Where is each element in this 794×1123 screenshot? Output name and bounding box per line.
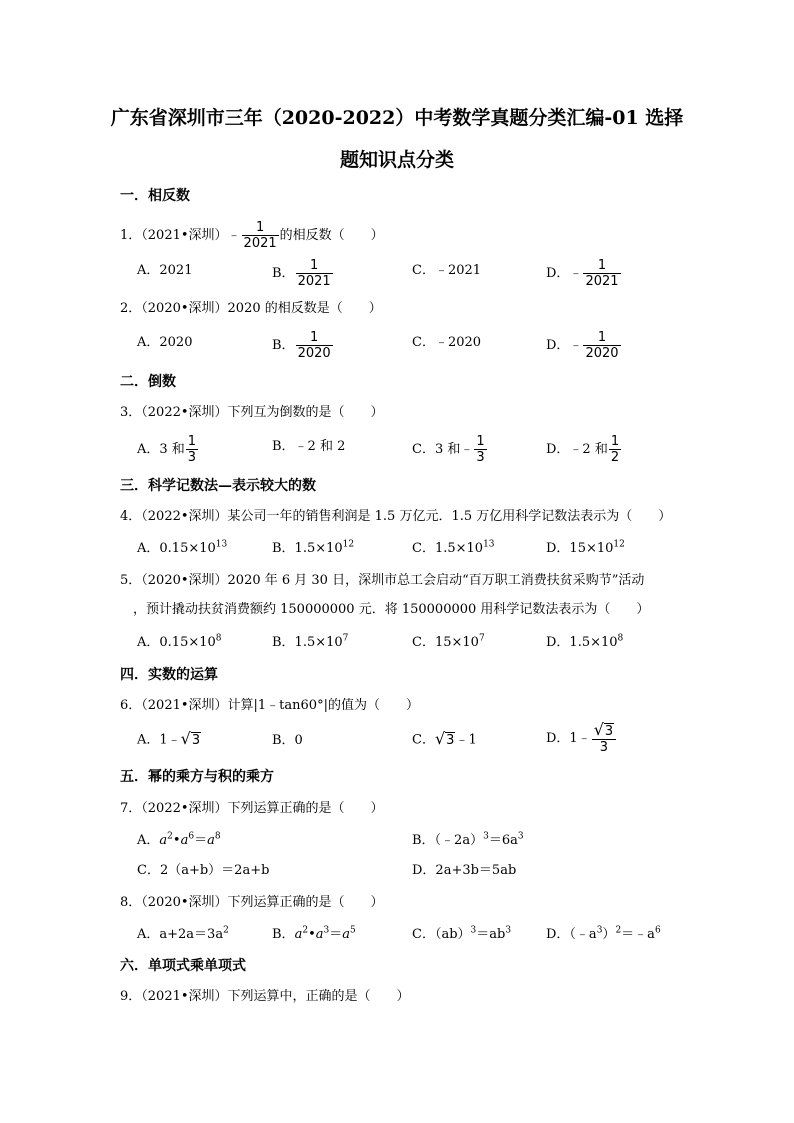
q4-option-b: B．$1.5\times 10^{12}$ [272, 539, 355, 556]
q3-option-b: B．﹣2 和 2 [272, 439, 346, 454]
question-8-stem: 8．（2020•深圳）下列运算正确的是（ ） [120, 895, 384, 910]
q7-option-d: D．2a+3b＝5ab [412, 863, 517, 878]
q7-option-a: A．$a^2•a^6=a^8$ [137, 831, 221, 848]
q8-option-b: B．$a^2•a^3=a^5$ [272, 925, 356, 942]
question-2-stem: 2．（2020•深圳）2020 的相反数是（ ） [120, 301, 382, 316]
fraction: $\frac{1}{2021}$ [243, 220, 277, 251]
question-4-stem: 4．（2022•深圳）某公司一年的销售利润是 1.5 万亿元．1.5 万亿用科学记数法表示为（ ） [120, 509, 672, 524]
section-heading: 六．单项式乘单项式 [120, 958, 246, 974]
q2-option-b: B． $\frac{1}{2020}$ [272, 330, 331, 361]
question-9-stem: 9．（2021•深圳）下列运算中，正确的是（ ） [120, 989, 410, 1004]
q2-option-d: D．﹣ $\frac{1}{2020}$ [546, 330, 619, 361]
q4-option-c: C．$1.5\times 10^{13}$ [412, 539, 495, 556]
question-3-stem: 3．（2022•深圳）下列互为倒数的是（ ） [120, 405, 384, 420]
q5-option-b: B．$1.5\times 10^7$ [272, 633, 349, 650]
q6-option-c: C．√3﹣1 [412, 729, 477, 748]
q5-option-a: A．$0.15\times 10^8$ [137, 633, 222, 650]
q7-option-b: B．$(﹣2a)^3=6a^3$ [412, 831, 524, 848]
section-heading: 二．倒数 [120, 374, 176, 390]
q4-option-d: D．$15\times 10^{12}$ [546, 539, 625, 556]
section-heading: 五．幂的乘方与积的乘方 [120, 769, 274, 785]
q1-option-b: B． $\frac{1}{2021}$ [272, 258, 331, 289]
q3-option-d: D．﹣2 和 $\frac{1}{2}$ [546, 434, 620, 465]
section-heading: 三．科学记数法—表示较大的数 [120, 478, 316, 494]
question-1-stem: 1．（2021•深圳）﹣ $\frac{1}{2021}$ 的相反数（ ） [120, 220, 384, 251]
q2-option-a: A．2020 [137, 335, 193, 350]
q6-option-d: D．1﹣ $\frac{√3}{3}$ [546, 722, 617, 755]
q3-option-c: C．3 和﹣ $\frac{1}{3}$ [412, 434, 485, 465]
q1-option-d: D．﹣ $\frac{1}{2021}$ [546, 258, 619, 289]
q8-option-c: C．$(ab)^3=ab^3$ [412, 925, 512, 942]
question-5-stem-line2: ，预计撬动扶贫消费额约 150000000 元．将 150000000 用科学记数法表示为（ ） [133, 602, 650, 617]
q5-option-d: D．$1.5\times 10^8$ [546, 633, 624, 650]
section-heading: 一．相反数 [120, 188, 190, 204]
document-title-line1: 广东省深圳市三年（2020-2022）中考数学真题分类汇编-01 选择 [110, 107, 684, 129]
document-title-line2: 题知识点分类 [339, 149, 454, 171]
question-7-stem: 7．（2022•深圳）下列运算正确的是（ ） [120, 801, 384, 816]
q4-option-a: A．$0.15\times 10^{13}$ [137, 539, 228, 556]
q6-option-a: A．1﹣√3 [137, 729, 201, 748]
q2-option-c: C．﹣2020 [412, 335, 482, 350]
q1-option-c: C．﹣2021 [412, 263, 482, 278]
question-5-stem-line1: 5．（2020•深圳）2020 年 6 月 30 日，深圳市总工会启动“百万职工消费扶贫采购节”活动 [120, 573, 645, 588]
q8-option-a: A．$a+2a=3a^2$ [137, 925, 229, 942]
q1-option-a: A．2021 [137, 263, 193, 278]
q3-option-a: A．3 和 $\frac{1}{3}$ [137, 434, 197, 465]
q6-option-b: B．0 [272, 733, 303, 748]
q7-option-c: C．2（a+b）＝2a+b [137, 863, 270, 878]
q5-option-c: C．$15\times 10^7$ [412, 633, 485, 650]
q8-option-d: D．$(﹣a^3)^2=﹣a^6$ [546, 925, 661, 942]
question-6-stem: 6．（2021•深圳）计算|1﹣tan60°|的值为（ ） [120, 698, 419, 713]
section-heading: 四．实数的运算 [120, 667, 218, 683]
